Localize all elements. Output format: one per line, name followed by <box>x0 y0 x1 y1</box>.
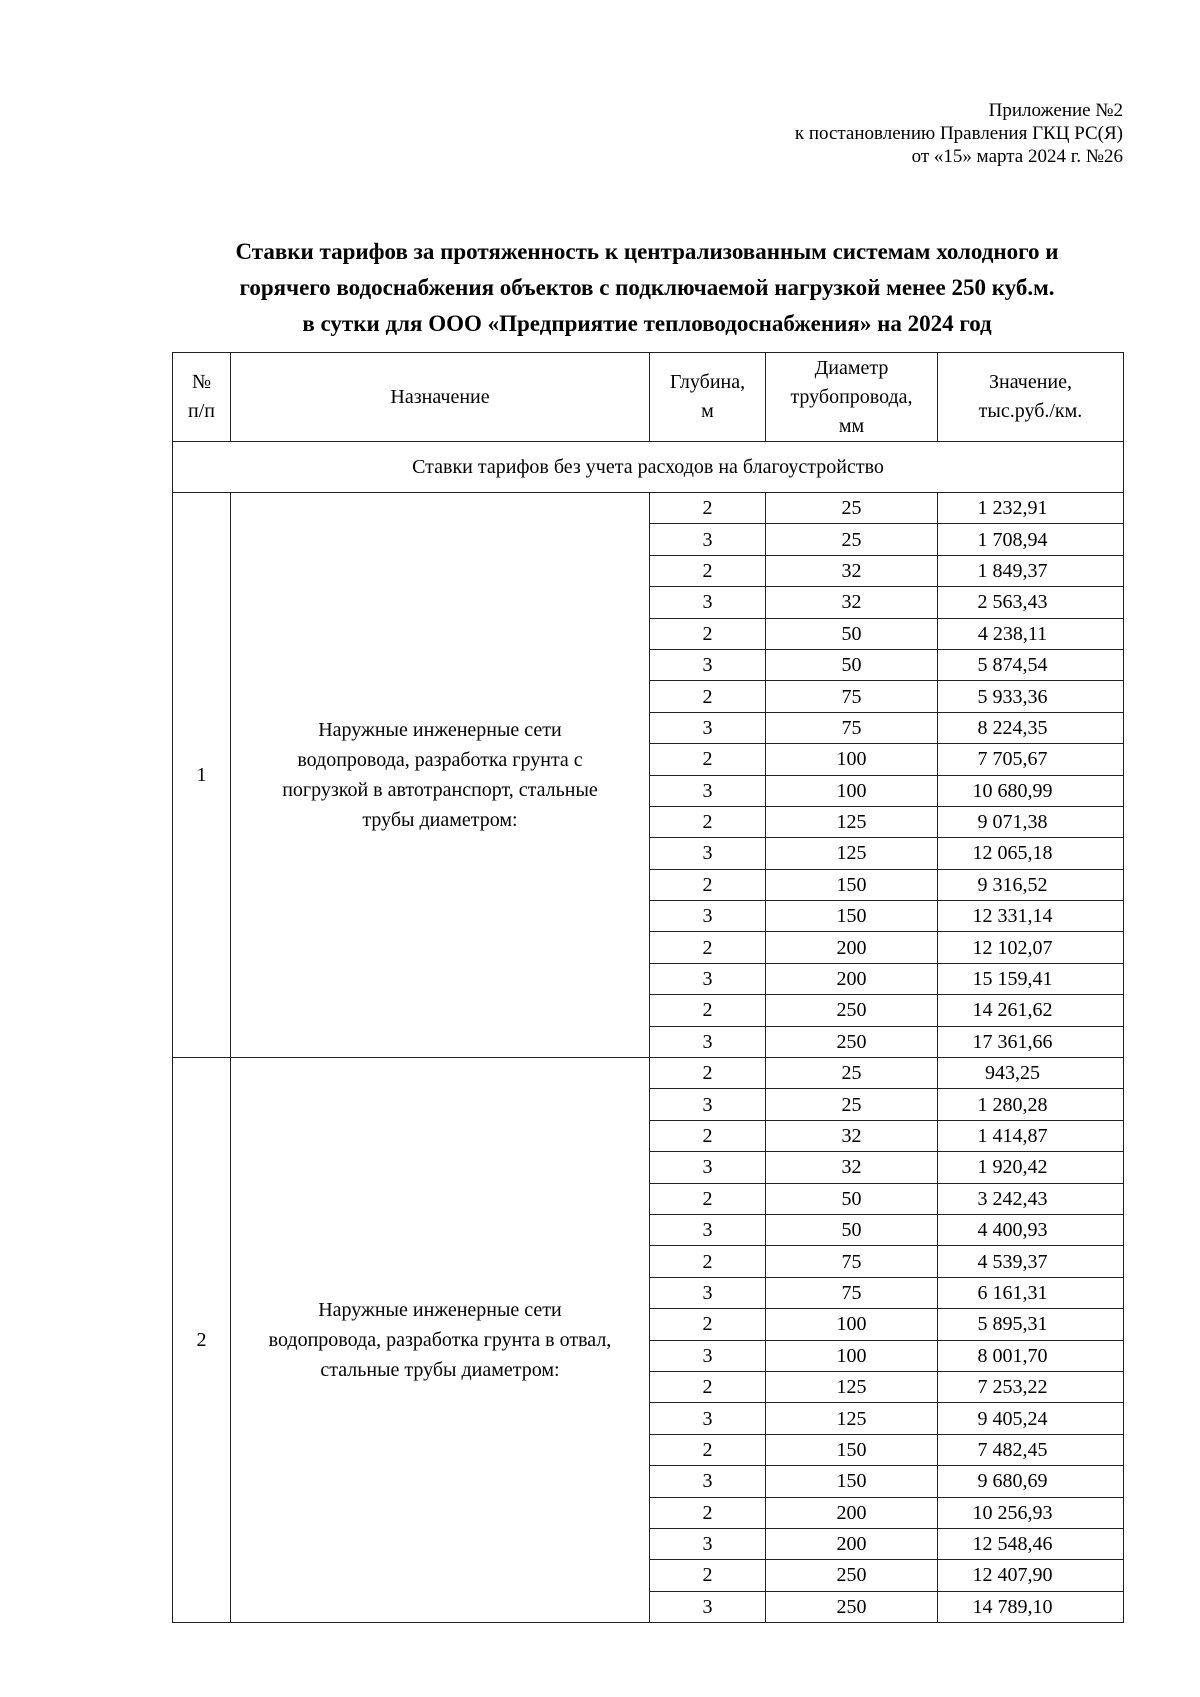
purpose-line: Наружные инженерные сети <box>318 719 562 742</box>
value-cell: 7 253,22 <box>938 1371 1124 1402</box>
depth-cell: 3 <box>650 524 766 555</box>
diameter-cell: 250 <box>766 1560 938 1591</box>
diameter-cell: 125 <box>766 1403 938 1434</box>
section-row <box>173 442 1124 493</box>
value-cell: 14 261,62 <box>938 995 1124 1026</box>
document-title <box>172 234 1122 342</box>
value-cell: 9 405,24 <box>938 1403 1124 1434</box>
depth-cell: 3 <box>650 838 766 869</box>
value-cell: 14 789,10 <box>938 1591 1124 1622</box>
table-row <box>173 1058 1124 1089</box>
depth-cell: 3 <box>650 1089 766 1120</box>
title-line: горячего водоснабжения объектов с подключаемой нагрузкой менее 250 куб.м. <box>239 275 1055 300</box>
depth-cell: 2 <box>650 869 766 900</box>
depth-cell: 2 <box>650 1058 766 1089</box>
diameter-cell: 200 <box>766 932 938 963</box>
depth-cell: 3 <box>650 901 766 932</box>
diameter-cell: 100 <box>766 775 938 806</box>
depth-cell: 3 <box>650 1152 766 1183</box>
tariff-group <box>173 493 1124 1058</box>
value-cell: 4 238,11 <box>938 618 1124 649</box>
table-row <box>173 493 1124 524</box>
diameter-cell: 200 <box>766 1497 938 1528</box>
value-cell: 4 400,93 <box>938 1214 1124 1245</box>
header-value: Значение, тыс.руб./км. <box>938 353 1124 442</box>
depth-cell: 3 <box>650 1026 766 1057</box>
header-diameter: Диаметр трубопровода, мм <box>766 353 938 442</box>
diameter-cell: 150 <box>766 869 938 900</box>
diameter-cell: 100 <box>766 744 938 775</box>
depth-cell: 2 <box>650 995 766 1026</box>
depth-cell: 3 <box>650 1591 766 1622</box>
value-cell: 1 708,94 <box>938 524 1124 555</box>
depth-cell: 2 <box>650 1246 766 1277</box>
value-cell: 5 895,31 <box>938 1309 1124 1340</box>
depth-cell: 3 <box>650 587 766 618</box>
value-cell: 7 705,67 <box>938 744 1124 775</box>
depth-cell: 2 <box>650 1560 766 1591</box>
depth-cell: 3 <box>650 649 766 680</box>
value-cell: 10 256,93 <box>938 1497 1124 1528</box>
depth-cell: 3 <box>650 1528 766 1559</box>
header-depth: Глубина, м <box>650 353 766 442</box>
diameter-cell: 50 <box>766 618 938 649</box>
diameter-cell: 25 <box>766 524 938 555</box>
value-cell: 12 548,46 <box>938 1528 1124 1559</box>
appendix-line: Приложение №2 <box>988 100 1123 121</box>
depth-cell: 2 <box>650 806 766 837</box>
diameter-cell: 150 <box>766 1434 938 1465</box>
depth-cell: 2 <box>650 744 766 775</box>
title-line: Ставки тарифов за протяженность к централизованным системам холодного и <box>235 239 1059 264</box>
depth-cell: 2 <box>650 555 766 586</box>
diameter-cell: 32 <box>766 1120 938 1151</box>
purpose-line: Наружные инженерные сети <box>318 1299 562 1322</box>
value-cell: 1 232,91 <box>938 493 1124 524</box>
diameter-cell: 75 <box>766 1277 938 1308</box>
diameter-cell: 32 <box>766 587 938 618</box>
appendix-line: от «15» марта 2024 г. №26 <box>911 146 1123 167</box>
depth-cell: 2 <box>650 1120 766 1151</box>
value-cell: 3 242,43 <box>938 1183 1124 1214</box>
diameter-cell: 150 <box>766 1466 938 1497</box>
tariff-table <box>172 352 1124 1623</box>
diameter-cell: 75 <box>766 1246 938 1277</box>
value-cell: 2 563,43 <box>938 587 1124 618</box>
diameter-cell: 150 <box>766 901 938 932</box>
depth-cell: 2 <box>650 932 766 963</box>
value-cell: 9 680,69 <box>938 1466 1124 1497</box>
value-cell: 1 414,87 <box>938 1120 1124 1151</box>
value-cell: 9 071,38 <box>938 806 1124 837</box>
diameter-cell: 50 <box>766 1183 938 1214</box>
depth-cell: 3 <box>650 1277 766 1308</box>
diameter-cell: 125 <box>766 1371 938 1402</box>
depth-cell: 2 <box>650 681 766 712</box>
value-cell: 5 874,54 <box>938 649 1124 680</box>
diameter-cell: 32 <box>766 555 938 586</box>
depth-cell: 3 <box>650 1403 766 1434</box>
depth-cell: 3 <box>650 1340 766 1371</box>
diameter-cell: 25 <box>766 1089 938 1120</box>
diameter-cell: 200 <box>766 963 938 994</box>
diameter-cell: 75 <box>766 712 938 743</box>
tariff-group <box>173 1058 1124 1623</box>
diameter-cell: 250 <box>766 995 938 1026</box>
diameter-cell: 75 <box>766 681 938 712</box>
value-cell: 5 933,36 <box>938 681 1124 712</box>
diameter-cell: 50 <box>766 649 938 680</box>
diameter-cell: 100 <box>766 1340 938 1371</box>
header-num: № п/п <box>173 353 231 442</box>
section-label: Ставки тарифов без учета расходов на благоустройство <box>173 442 1124 493</box>
diameter-cell: 25 <box>766 493 938 524</box>
appendix-line: к постановлению Правления ГКЦ РС(Я) <box>794 123 1123 144</box>
depth-cell: 2 <box>650 1434 766 1465</box>
value-cell: 7 482,45 <box>938 1434 1124 1465</box>
purpose-line: трубы диаметром: <box>362 809 518 832</box>
depth-cell: 2 <box>650 493 766 524</box>
depth-cell: 2 <box>650 1497 766 1528</box>
diameter-cell: 125 <box>766 838 938 869</box>
depth-cell: 3 <box>650 1466 766 1497</box>
row-number: 2 <box>173 1058 231 1623</box>
value-cell: 17 361,66 <box>938 1026 1124 1057</box>
purpose-cell <box>231 493 650 1058</box>
value-cell: 1 920,42 <box>938 1152 1124 1183</box>
value-cell: 1 280,28 <box>938 1089 1124 1120</box>
depth-cell: 3 <box>650 775 766 806</box>
value-cell: 6 161,31 <box>938 1277 1124 1308</box>
row-number: 1 <box>173 493 231 1058</box>
depth-cell: 2 <box>650 1183 766 1214</box>
depth-cell: 3 <box>650 963 766 994</box>
depth-cell: 3 <box>650 712 766 743</box>
diameter-cell: 50 <box>766 1214 938 1245</box>
purpose-line: стальные трубы диаметром: <box>320 1359 560 1382</box>
value-cell: 15 159,41 <box>938 963 1124 994</box>
diameter-cell: 200 <box>766 1528 938 1559</box>
purpose-line: водопровода, разработка грунта с <box>297 749 583 772</box>
depth-cell: 2 <box>650 618 766 649</box>
purpose-line: погрузкой в автотранспорт, стальные <box>282 779 598 802</box>
value-cell: 12 407,90 <box>938 1560 1124 1591</box>
value-cell: 9 316,52 <box>938 869 1124 900</box>
depth-cell: 2 <box>650 1371 766 1402</box>
value-cell: 1 849,37 <box>938 555 1124 586</box>
diameter-cell: 32 <box>766 1152 938 1183</box>
value-cell: 12 102,07 <box>938 932 1124 963</box>
diameter-cell: 125 <box>766 806 938 837</box>
purpose-line: водопровода, разработка грунта в отвал, <box>268 1329 612 1352</box>
depth-cell: 2 <box>650 1309 766 1340</box>
value-cell: 12 331,14 <box>938 901 1124 932</box>
depth-cell: 3 <box>650 1214 766 1245</box>
diameter-cell: 250 <box>766 1026 938 1057</box>
value-cell: 8 224,35 <box>938 712 1124 743</box>
value-cell: 4 539,37 <box>938 1246 1124 1277</box>
value-cell: 10 680,99 <box>938 775 1124 806</box>
diameter-cell: 25 <box>766 1058 938 1089</box>
value-cell: 12 065,18 <box>938 838 1124 869</box>
title-line: в сутки для ООО «Предприятие тепловодоснабжения» на 2024 год <box>302 311 992 336</box>
header-row <box>173 353 1124 442</box>
value-cell: 8 001,70 <box>938 1340 1124 1371</box>
header-purpose: Назначение <box>231 353 650 442</box>
appendix-header <box>795 99 1123 168</box>
value-cell: 943,25 <box>938 1058 1124 1089</box>
diameter-cell: 100 <box>766 1309 938 1340</box>
diameter-cell: 250 <box>766 1591 938 1622</box>
purpose-cell <box>231 1058 650 1623</box>
